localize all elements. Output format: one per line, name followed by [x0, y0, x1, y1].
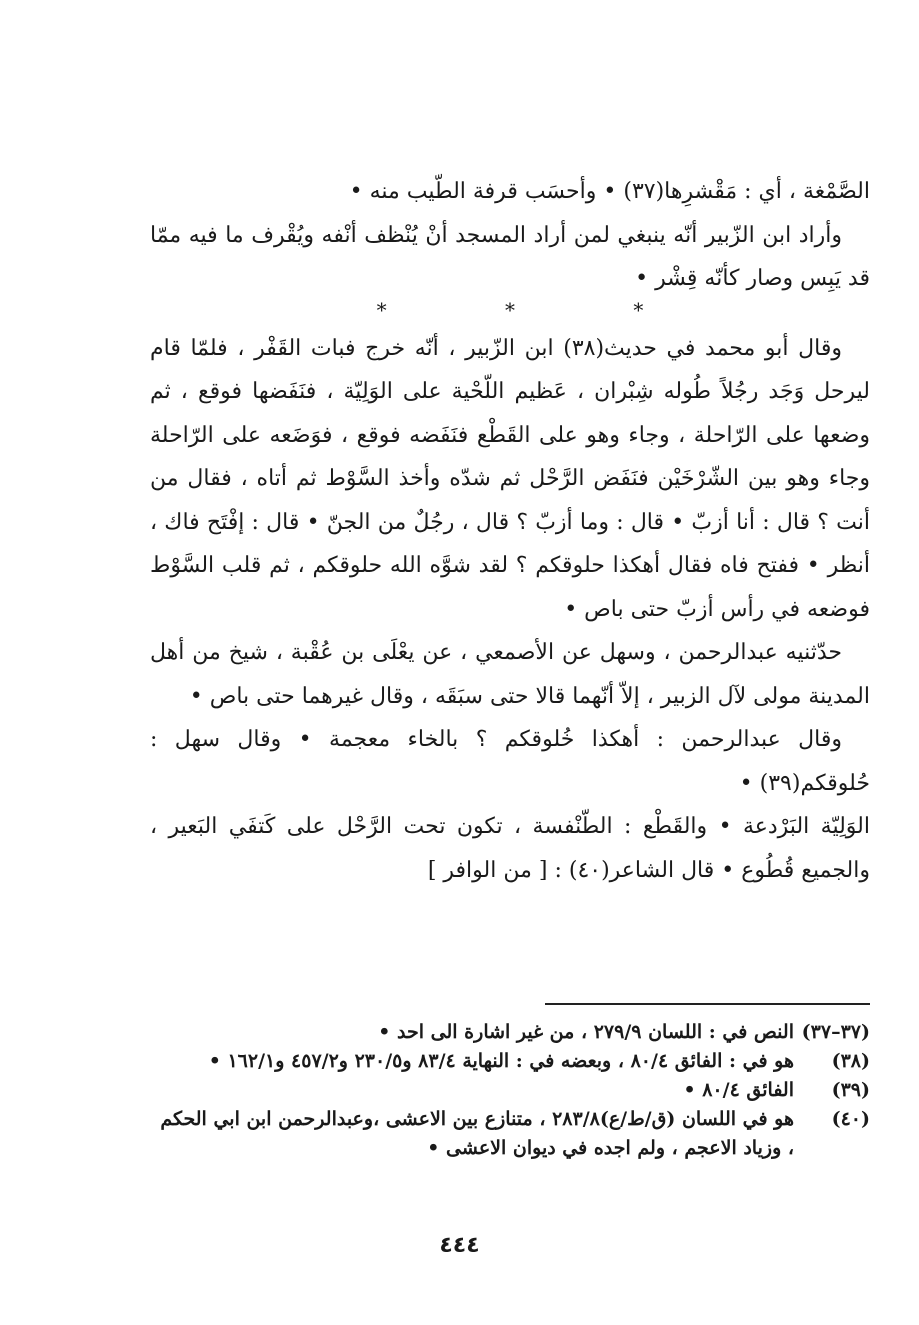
paragraph-4: حدّثنيه عبدالرحمن ، وسهل عن الأصمعي ، عن يعْلَى بن عُقْبة ، شيخ من أهل المدينة مولى لآل الزبير ، إلاّ أنّهما قالا حتى سبَقَه ، وقال غيرهما حتى باص • [150, 640, 870, 709]
section-separator-stars: * * * [376, 297, 700, 322]
footnote-number: (٣٩) [831, 1079, 870, 1101]
footnote-number: (٣٨) [831, 1050, 870, 1072]
footnote-separator [545, 1003, 870, 1005]
footnote-text: النص في : اللسان ٢٧٩/٩ ، من غير اشارة الى احد • [378, 1021, 794, 1043]
paragraph-6: الوَلِيّة البَرْدعة • والقَطْع : الطّنْفسة ، تكون تحت الرَّحْل على كَتفَي البَعير ، والجميع قُطُوع • قال الشاعر(٤٠) : [ من الوافر ] [150, 814, 870, 883]
paragraph-2: وأراد ابن الزّبير أنّه ينبغي لمن أراد المسجد أنْ يُنْظف أنْفه ويُقْرف ما فيه ممّا قد يَبِس وصار كأنّه قِشْر • [150, 222, 870, 291]
footnote-number: (٤٠) [831, 1108, 870, 1130]
footnote-text: الفائق ٨٠/٤ • [683, 1079, 794, 1101]
footnote-39 [150, 1076, 870, 1105]
footnotes [150, 1018, 870, 1163]
main-text [150, 170, 870, 892]
footnote-40 [150, 1105, 870, 1163]
page-number: ٤٤٤ [439, 1233, 480, 1258]
paragraph-5: وقال عبدالرحمن : أهكذا خُلوقكم ؟ بالخاء معجمة • وقال سهل : حُلوقكم(٣٩) • [150, 727, 870, 796]
footnote-38 [150, 1047, 870, 1076]
footnote-text: هو في اللسان (ق/ط/ع)٢٨٣/٨ ، متنازع بين الاعشى ،وعبدالرحمن ابن ابي الحكم ، وزياد الاعجم ، ولم اجده في ديوان الاعشى • [160, 1108, 794, 1159]
paragraph-1: الصَّمْغة ، أي : مَقْشرِها(٣٧) • وأحسَب قرفة الطّيب منه • [349, 179, 870, 204]
footnote-number: (٣٧–٣٧) [801, 1021, 870, 1043]
paragraph-3: وقال أبو محمد في حديث(٣٨) ابن الزّبير ، أنّه خرج فبات القَفْر ، فلمّا قام ليرحل وَجَد رجُلاً طُوله شِبْران ، عَظيم اللّحْية على الوَلِيّة ، فنَفَضها فوقع ، ثم وضعها على الرّاحلة ، وجاء وهو على القَطْع فنَفَضه فوقع ، فوَضَعه على الرّاحلة وجاء وهو بين الشّرْخَيْن فنَفَض الرَّحْل ثم شدّه وأخذ السَّوْط ثم أتاه ، فقال من أنت ؟ قال : أنا أزبّ • قال : وما أزبّ ؟ قال ، رجُلٌ من الجنّ • قال : إفْتَح فاك ، أنظر • ففتح فاه فقال أهكذا حلوقكم ؟ لقد شوَّه الله حلوقكم ، ثم قلب السَّوْط فوضعه في رأس أزبّ حتى باص • [150, 335, 870, 622]
footnote-37 [150, 1018, 870, 1047]
footnote-text: هو في : الفائق ٨٠/٤ ، وبعضه في : النهاية ٨٣/٤ و٢٣٠/٥ و٤٥٧/٢ و١٦٢/١ • [208, 1050, 794, 1072]
